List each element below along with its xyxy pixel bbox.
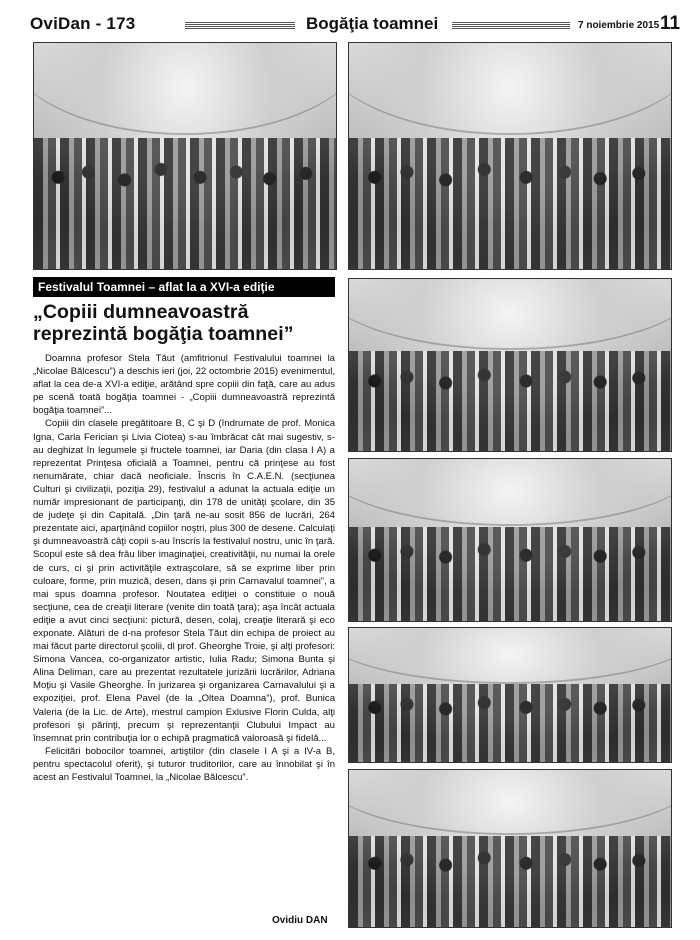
page-number: 11 [660,13,681,34]
article-body [33,352,335,912]
photo-audience-in-hall [348,42,672,270]
photo-children-dancing-1 [348,278,672,452]
article-paragraph: Felicitări bobocilor toamnei, artiştilor (din clasele I A şi a IV-a B, pentru spectacolul oferit), şi tuturor truditorilor, care au înnobilat şi în acest an Festivalul Toamnei, la „Nicolae Bălcescu”. [33,745,335,783]
article-kicker: Festivalul Toamnei – aflat la a XVI-a ediţie [38,280,275,294]
photo-children-dancing-2 [348,458,672,622]
header-rule-left [185,21,295,29]
article-headline [33,301,335,345]
photo-presenter-with-children [33,42,337,270]
headline-line-2: reprezintă bogăţia toamnei” [33,323,294,345]
article-kicker-bar [33,277,335,297]
photo-group-with-teacher [348,769,672,928]
article-byline: Ovidiu DAN [272,915,328,926]
publication-name: OviDan - 173 [30,14,136,33]
header-rule-right [452,21,570,29]
issue-date: 7 noiembrie 2015 [578,20,660,31]
article-paragraph: Copiii din clasele pregătitoare B, C şi D (îndrumate de prof. Monica Igna, Carla Ferician şi Livia Ciotea) s-au îmbrăcat cât mai sugestiv, s-au deghizat în legumele şi fructele toamnei, iar Daria (din clasa I A) a reprezentat Prinţesa oficială a Toamnei, pentru că prinţese au fost nenumărate, chiar dacă neoficiale. Înscris în C.A.E.N. (secţiunea Culturi şi civilizaţii, poziţia 29), festivalul a adunat la actuala ediţie un număr impresionant de participanţi, din 178 de unităţi şcolare, din 35 de judeţe şi din Capitală. „Din ţară ne-au sosit 856 de lucrări, 264 prezentate aici, aparţinând copiilor noştri, plus 300 de desene. Calculaţi şi dumneavoastră câţi copii s-au înscris la festivalul nostru, unic în ţară. Scopul este să dea frâu liber imaginaţiei, creativităţii, nu numai la orele de curs, ci şi prin activităţile extraşcolare, să se exprime liber prin culoare, forme, prin muzică, desen, dans şi prin Carnavalul toamnei”, a mai spus doamna profesor. Noutatea ediţiei o constituie o nouă secţiune, cea de creaţii literare (venite din toată ţara); aşa încât actuala ediţie a avut cinci secţiuni: pictură, desen, colaj, creaţie literară şi eco exponate. Alături de d-na profesor Stela Tăut din echipa de proiect au mai făcut parte directorul şcolii, dl prof. Gheorghe Troie, şi alţi profesori: Simona Vancea, co-organizator artistic, Iulia Radu; Simona Bunta şi Alina Deliman, care au prezentat rezultatele jurizării lucrărilor, Adriana Moţiu şi Vasile Gheorghe. În jurizarea şi organizarea Carnavalului şi a expoziţiei, prof. Elena Pavel (de la „Oltea Doamna”), prof. Bunica Valeria (de la Lic. de Arte), mestrul campion Exlusive Florin Culda, alţi profesori şi părinţi, precum şi reprezentanţii Clubului Impact au însemnat prin contribuţia lor o echipă pragmatică valoroasă şi fidelă... [33,418,335,744]
section-title: Bogăţia toamnei [306,14,439,33]
headline-line-1: „Copiii dumneavoastră [33,301,249,323]
article-paragraph: Doamna profesor Stela Tăut (amfitrionul Festivalului toamnei la „Nicolae Bălcescu”) a deschis ieri (joi, 22 octombrie 2015) evenimentul, aflat la cea de-a XVI-a ediţie, arătând spre copiii din faţă, care au adus pe scenă toată bogăţia toamnei - „Copiii dumneavoastră reprezintă bogăţia toamnei”... [33,353,335,417]
page-header [30,13,681,42]
photo-children-dancing-3 [348,627,672,763]
